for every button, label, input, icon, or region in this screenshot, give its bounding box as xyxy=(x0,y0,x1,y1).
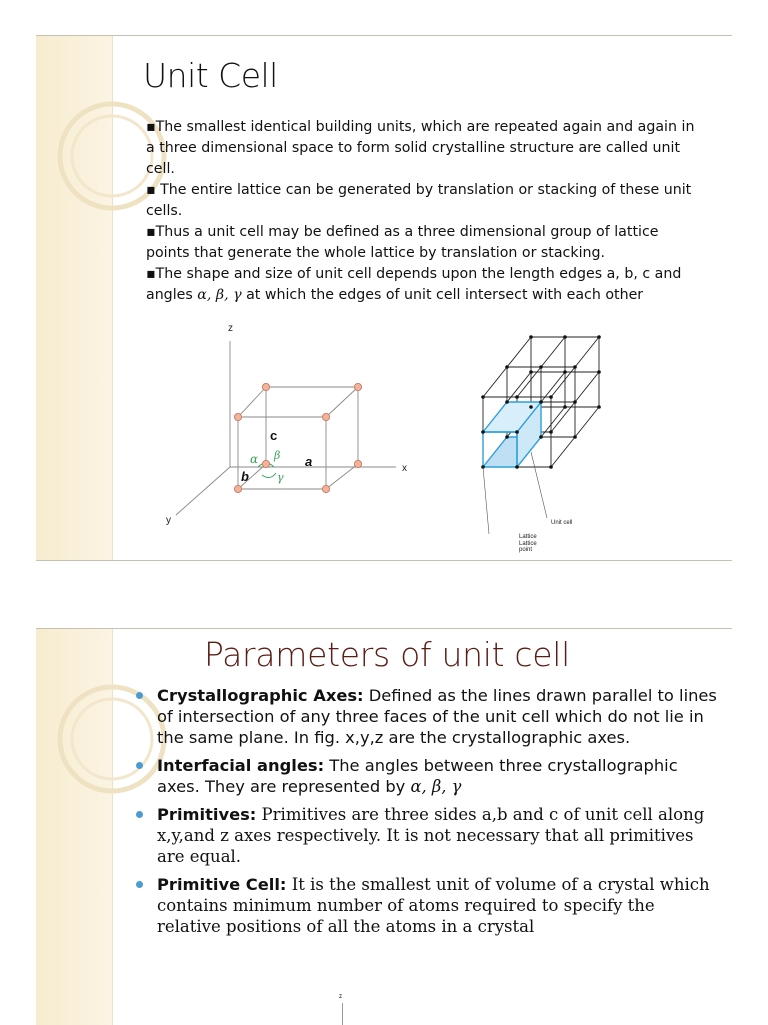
lattice-point xyxy=(515,430,519,434)
slide-title: Parameters of unit cell xyxy=(204,635,570,674)
list-item: Primitives: Primitives are three sides a,b and c of unit cell along x,y,and z axes respectively. It is not necessary that all primitives are equal. xyxy=(134,804,719,867)
svg-text:Lattice: Lattice xyxy=(519,534,537,540)
lattice-point xyxy=(515,465,519,469)
slide-title: Unit Cell xyxy=(143,56,278,95)
figure-axis-line xyxy=(342,1003,343,1025)
lattice-point xyxy=(573,435,577,439)
bullet-text: ▪The smallest identical building units, which are repeated again and again in a three dimensional space to form solid crystalline structure are called unit cell. xyxy=(146,119,695,177)
svg-text:c: c xyxy=(270,428,278,443)
lattice-point xyxy=(563,405,567,409)
svg-text:y: y xyxy=(166,515,171,526)
slide-unit-cell xyxy=(36,35,732,561)
lattice-point xyxy=(539,435,543,439)
bullet-icon xyxy=(136,811,143,818)
svg-text:β: β xyxy=(274,449,281,462)
list-item: Crystallographic Axes: Defined as the lines drawn parallel to lines of intersection of any three faces of the unit cell which do not lie in the same plane. In fig. x,y,z are the crystallographic axes. xyxy=(134,685,719,748)
bullet-icon xyxy=(136,762,143,769)
lattice-point xyxy=(539,400,543,404)
slide-decoration xyxy=(36,629,113,1025)
lattice-point xyxy=(529,405,533,409)
lattice-point xyxy=(563,335,567,339)
lattice-point xyxy=(539,365,543,369)
svg-text:b: b xyxy=(241,469,249,484)
lattice-point xyxy=(515,395,519,399)
lattice-point xyxy=(563,370,567,374)
slide-parameters xyxy=(36,628,732,1025)
parameter-list xyxy=(134,685,719,944)
svg-text:γ: γ xyxy=(277,471,284,484)
bullet-text: ▪ The entire lattice can be generated by translation or stacking of these unit cells. xyxy=(146,182,692,219)
list-item: Interfacial angles: The angles between three crystallographic axes. They are represented by α, β, γ xyxy=(134,755,719,797)
lattice-point xyxy=(597,405,601,409)
lattice-point xyxy=(549,430,553,434)
lattice-point xyxy=(549,395,553,399)
lattice-point xyxy=(573,400,577,404)
greek-angles: α, β, γ xyxy=(197,287,242,303)
lattice-point xyxy=(529,335,533,339)
slide-body xyxy=(146,117,706,306)
lattice-point xyxy=(505,400,509,404)
svg-text:x: x xyxy=(402,463,407,474)
svg-text:a: a xyxy=(305,454,313,469)
lattice-point xyxy=(529,370,533,374)
lattice-point-label: Lattice point xyxy=(519,541,537,553)
svg-text:α: α xyxy=(250,452,259,466)
lattice-point xyxy=(549,465,553,469)
lattice-figure xyxy=(431,324,711,540)
bullet-text: ▪Thus a unit cell may be defined as a three dimensional group of lattice points that generate the whole lattice by translation or stacking. xyxy=(146,224,659,261)
lattice-point xyxy=(505,365,509,369)
figure-axis-label: z xyxy=(339,994,342,1000)
bullet-text: ▪The shape and size of unit cell depends upon the length edges a, b, c and angles α, β, γ at which the edges of unit cell intersect with each other xyxy=(146,266,682,303)
lattice-point xyxy=(481,430,485,434)
svg-text:Unit cell: Unit cell xyxy=(551,520,573,526)
lattice-point xyxy=(597,370,601,374)
lattice-point xyxy=(481,395,485,399)
lattice-point xyxy=(505,435,509,439)
list-item: Primitive Cell: It is the smallest unit of volume of a crystal which contains minimum number of atoms required to specify the relative positions of all the atoms in a crystal xyxy=(134,874,719,937)
slide-decoration xyxy=(36,36,113,560)
lattice-point xyxy=(573,365,577,369)
svg-text:z: z xyxy=(228,323,233,334)
bullet-icon xyxy=(136,881,143,888)
unit-cell-axes-figure xyxy=(146,319,426,529)
bullet-icon xyxy=(136,692,143,699)
lattice-point xyxy=(597,335,601,339)
